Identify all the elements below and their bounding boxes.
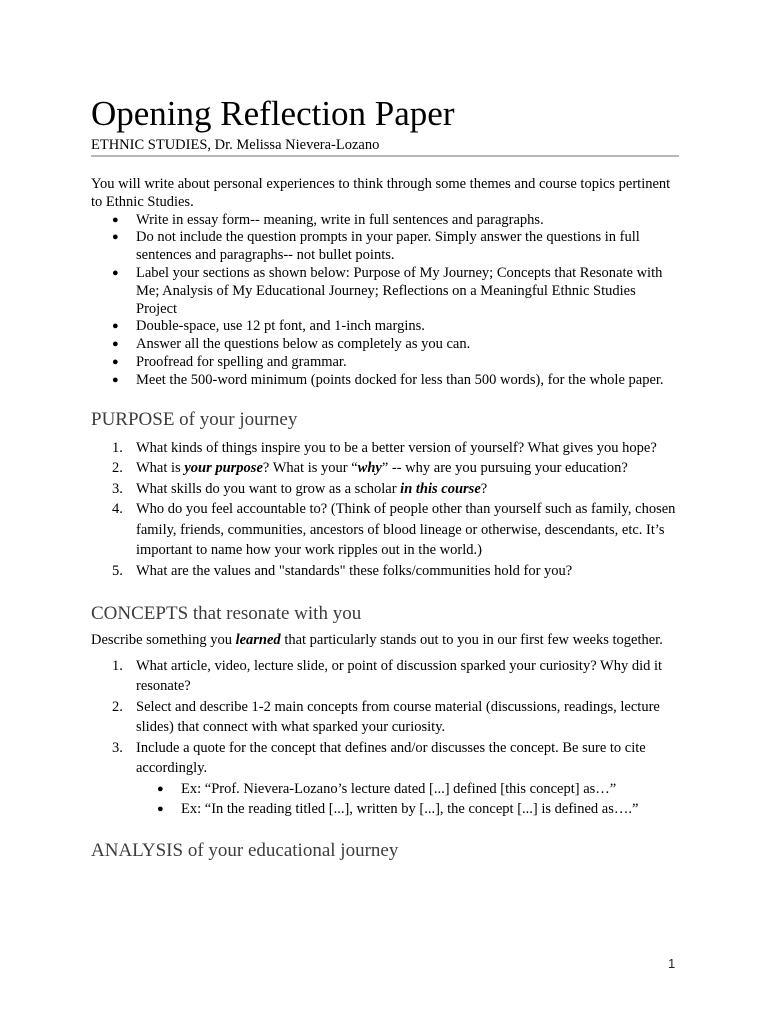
question-number: 2. — [112, 698, 123, 715]
purpose-questions — [91, 438, 679, 582]
question-text: What skills do you want to grow as a scholar — [136, 480, 401, 497]
instruction-item: ● Do not include the question prompts in your paper. Simply answer the questions in full sentences and paragraphs-- not bullet points. — [136, 229, 679, 265]
concepts-description — [91, 632, 679, 650]
intro-paragraph: You will write about personal experiences to think through some themes and course topics pertinent to Ethnic Studies. — [91, 176, 671, 210]
concepts-heading-caps: CONCEPTS — [91, 603, 189, 625]
instruction-item: ● Label your sections as shown below: Purpose of My Journey; Concepts that Resonate with Me; Analysis of My Educational Journey; Reflections on a Meaningful Ethnic Studies Project — [136, 265, 679, 318]
purpose-heading-caps: PURPOSE — [91, 408, 175, 430]
concepts-question-3 — [112, 738, 679, 820]
emphasis-in-this-course: in this course — [400, 480, 481, 497]
question-text: Who do you feel accountable to? (Think of people other than yourself such as family, chosen family, friends, communities, ancestors of blood lineage or otherwise, descendants, etc. It’s important to name how your work ripples out in the world.) — [136, 501, 676, 559]
description-text: that particularly stands out to you in our first few weeks together. — [280, 632, 663, 649]
emphasis-learned: learned — [235, 632, 281, 649]
citation-examples — [136, 779, 679, 820]
question-text: Include a quote for the concept that defines and/or discusses the concept. Be sure to cite accordingly. — [136, 739, 646, 777]
title-divider — [91, 155, 679, 157]
question-text: ? — [480, 480, 488, 497]
citation-example: ● Ex: “In the reading titled [...], written by [...], the concept [...] is defined as….” — [181, 799, 679, 820]
question-text: ” -- why are you pursuing your education? — [381, 460, 628, 477]
question-text: ? What is your “ — [262, 460, 358, 477]
concepts-heading-rest: that resonate with you — [188, 603, 362, 625]
question-number: 1. — [112, 439, 123, 456]
question-number: 3. — [112, 480, 123, 497]
document-body — [91, 176, 679, 863]
question-text: What are the values and "standards" these folks/communities hold for you? — [136, 562, 573, 579]
description-text: Describe something you — [91, 632, 236, 649]
instruction-item: ● Write in essay form-- meaning, write in full sentences and paragraphs. — [136, 212, 679, 230]
purpose-question-3 — [112, 479, 679, 500]
question-text: What is — [136, 460, 185, 477]
instructions-list — [91, 212, 679, 390]
citation-example: ● Ex: “Prof. Nievera-Lozano’s lecture dated [...] defined [this concept] as…” — [181, 779, 679, 800]
question-number: 1. — [112, 657, 123, 674]
purpose-question-5 — [112, 561, 679, 582]
concepts-questions — [91, 656, 679, 820]
analysis-heading-caps: ANALYSIS — [91, 839, 184, 861]
instruction-item: ● Double-space, use 12 pt font, and 1-inch margins. — [136, 318, 679, 336]
question-text: What article, video, lecture slide, or point of discussion sparked your curiosity? Why did it resonate? — [136, 657, 663, 695]
instruction-item: ● Answer all the questions below as completely as you can. — [136, 336, 679, 354]
document-title: Opening Reflection Paper — [91, 94, 455, 133]
instruction-item: ● Proofread for spelling and grammar. — [136, 354, 679, 372]
analysis-heading-rest: of your educational journey — [183, 839, 399, 861]
question-number: 2. — [112, 460, 123, 477]
question-number: 5. — [112, 562, 123, 579]
purpose-question-1 — [112, 438, 679, 459]
analysis-heading — [91, 839, 679, 863]
instruction-item: ● Meet the 500-word minimum (points docked for less than 500 words), for the whole paper. — [136, 372, 679, 390]
question-text: Select and describe 1-2 main concepts from course material (discussions, readings, lecture slides) that connect with what sparked your curiosity. — [136, 698, 660, 736]
document-subtitle: ETHNIC STUDIES, Dr. Melissa Nievera-Lozano — [91, 137, 380, 153]
emphasis-your-purpose: your purpose — [184, 460, 263, 477]
purpose-question-4 — [112, 499, 679, 561]
purpose-heading — [91, 408, 679, 432]
question-number: 3. — [112, 739, 123, 756]
page-number: 1 — [668, 956, 676, 971]
concepts-question-1 — [112, 656, 679, 697]
question-number: 4. — [112, 501, 123, 518]
question-text: What kinds of things inspire you to be a better version of yourself? What gives you hope? — [136, 439, 657, 456]
purpose-heading-rest: of your journey — [174, 408, 298, 430]
purpose-question-2 — [112, 458, 679, 479]
concepts-heading — [91, 602, 679, 626]
emphasis-why: why — [357, 460, 382, 477]
concepts-question-2 — [112, 697, 679, 738]
